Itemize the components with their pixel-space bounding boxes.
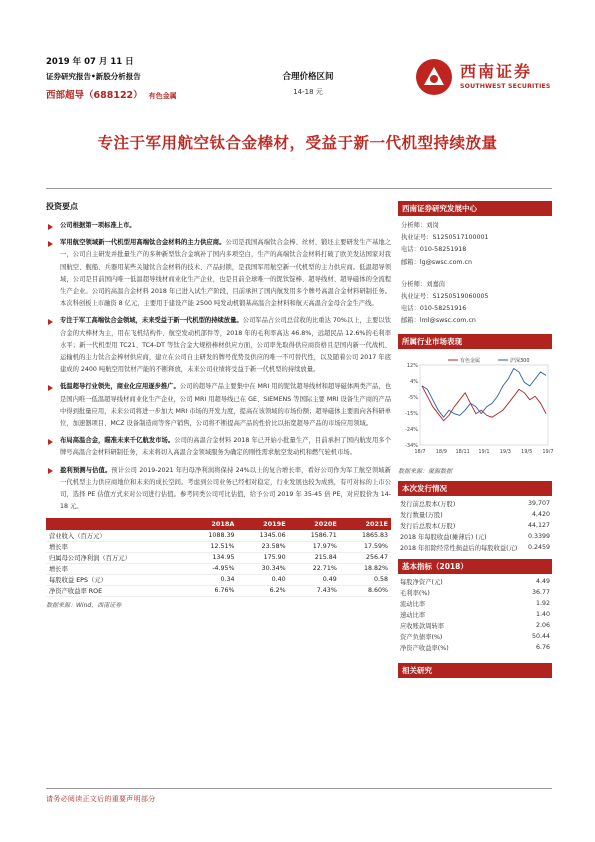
row-value: 50.44 xyxy=(531,632,550,640)
bullet-lead: 布局高温合金，瞄准未来千亿航发市场。 xyxy=(60,437,175,445)
y-tick-label: -5% xyxy=(408,394,418,401)
row-value: 6.76 xyxy=(535,643,550,651)
row-label: 营业收入（百万元） xyxy=(46,530,186,541)
row-value: 0.2459 xyxy=(527,543,550,551)
table-row xyxy=(46,574,391,585)
table-row xyxy=(398,498,552,509)
footer-divider xyxy=(46,788,552,789)
series-line xyxy=(422,386,546,421)
row-label: 2018 年扣除经常性损益后的每股收益(元) xyxy=(400,544,518,552)
company-name xyxy=(46,87,177,101)
analyst-line[interactable]: 邮箱：lml@swsc.com.cn xyxy=(401,317,476,325)
table-cell: -4.95% xyxy=(186,563,237,574)
bullet-lead: 军用航空领域新一代机型用高端钛合金材料的主力供应商。 xyxy=(60,239,226,247)
row-label: 毛利率(%) xyxy=(400,589,430,597)
bullet-text: 公司的超导产品主要集中在 MRI 用的铌钛超导线材和超导磁体两类产品，也是国内唯一低温超导线材商业化生产企业，公司 MRI 用超导线已在 GE、SIEMENS 等国际主要 MRI 设备生产商的产品中得到批量应用，未来公司将进一步加大 MRI 市场的开发力度，提高在该领域的市场份额；超导磁体主要面向各科研单位，加速器项目、MCZ 设备制造商等客户销售，公司将不断提高产品的性价比以拓宽超导产品的市场应用领域。 xyxy=(60,383,392,428)
table-cell: 175.90 xyxy=(237,552,288,563)
table-cell: 8.60% xyxy=(340,585,391,596)
table-row xyxy=(398,587,552,598)
table-cell: 134.95 xyxy=(186,552,237,563)
row-value: 0.3399 xyxy=(527,532,550,540)
indicators-heading: 基本指标（2018） xyxy=(398,559,552,574)
table-cell: 256.47 xyxy=(340,552,391,563)
section-heading: 投资要点 xyxy=(46,202,78,211)
row-value: 1.92 xyxy=(535,599,550,607)
chart-svg xyxy=(398,353,552,463)
forecast-table xyxy=(46,518,391,597)
y-tick-label: -34% xyxy=(405,442,418,449)
row-label: 发行后总股本(万股) xyxy=(400,522,456,530)
bullet-text: 公司军品占公司总营收的比重达 70%以上，主要以钛合金的大棒材为主，用在飞机结构件、航空发动机部件等，2018 年的毛利率高达 46.8%，远超民品 12.6%的毛利率水平；新一代机型用 TC21、TC4-DT 等钛合金大规格棒材供应方面，公司率先取得供应商资格且是国内新一代战机、运输机的主力钛合金棒材供应商，建立在公司自主研发的牌号优势及供应的唯一不可替代性，以及随着公司 2017 年底建成的 2400 吨航空用钛材产能的不断释放，未来公司业绩将受益于新一代机型的持续放量。 xyxy=(60,317,392,374)
bullet-text: 预计公司 2019-2021 年归母净利润将保持 24%以上的复合增长率，看好公司作为军工航空领域新一代机型主力供应商地位和未来的成长空间。考虑到公司业务已经相对稳定，行业发展也较为成熟，有可对标的上市公司，选择 PE 估值方式来对公司进行估值。参考同类公司可比估值，给予公司 2019 年 35-45 倍 PE，对应股价为 14-18 元。 xyxy=(60,466,391,511)
x-tick-label: 18/9 xyxy=(435,448,447,455)
analyst-line[interactable]: 邮箱：lg@swsc.com.cn xyxy=(401,258,473,266)
table-row xyxy=(398,642,552,653)
y-tick-label: 12% xyxy=(406,362,418,369)
indicators-table xyxy=(398,576,552,653)
table-cell: 1345.06 xyxy=(237,530,288,541)
table-row xyxy=(46,563,391,574)
analyst-line: 分析师：刘嘉茵 xyxy=(401,280,446,288)
table-row xyxy=(398,509,552,520)
main-column xyxy=(46,201,391,609)
chart-source: 数据来源：聚源数据 xyxy=(398,467,453,475)
row-label: 速动比率 xyxy=(400,611,426,619)
table-cell: 17.97% xyxy=(289,541,340,552)
bullet-item xyxy=(46,220,391,232)
row-value: 36.77 xyxy=(531,588,550,596)
logo-mark-icon xyxy=(414,57,454,97)
analyst-line: 电话：010-58251918 xyxy=(401,246,467,254)
team-heading: 西南证券研究发展中心 xyxy=(398,201,552,216)
table-cell: 7.43% xyxy=(289,585,340,596)
analyst-line: 执业证号：S1250517100001 xyxy=(401,234,489,242)
analyst-list xyxy=(398,220,552,328)
y-tick-label: -15% xyxy=(405,410,418,417)
brand-logo xyxy=(414,57,564,99)
analyst-line: 分析师：刘岗 xyxy=(401,222,439,229)
table-cell: 30.34% xyxy=(237,563,288,574)
table-cell: 6.76% xyxy=(186,585,237,596)
x-tick-label: 19/1 xyxy=(478,448,490,455)
report-date: 2019 年 07 月 11 日 xyxy=(46,57,134,67)
row-value: 44,127 xyxy=(527,521,550,529)
table-row xyxy=(46,530,391,541)
chart-heading: 所属行业市场表现 xyxy=(398,334,552,349)
y-tick-label: 4% xyxy=(410,378,418,385)
table-row xyxy=(46,585,391,596)
bullet-lead: 公司根据第一项标准上市。 xyxy=(60,222,136,229)
row-label: 资产负债率(%) xyxy=(400,633,443,641)
table-cell: 17.59% xyxy=(340,541,391,552)
column-header: 2021E xyxy=(340,518,391,530)
table-row xyxy=(46,552,391,563)
x-tick-label: 19/3 xyxy=(499,448,511,455)
bullet-item xyxy=(46,315,391,376)
table-cell: 0.34 xyxy=(186,574,237,585)
column-header: 2018A xyxy=(186,518,237,530)
legend-label: 有色金属 xyxy=(460,357,481,364)
table-cell: 0.58 xyxy=(340,574,391,585)
row-label: 归属母公司净利润（百万元） xyxy=(46,552,186,563)
series-line xyxy=(422,368,546,417)
sector-label: 有色金属 xyxy=(148,92,177,100)
table-row xyxy=(398,520,552,531)
table-cell: 18.82% xyxy=(340,563,391,574)
table-cell: 23.58% xyxy=(237,541,288,552)
table-row xyxy=(398,531,552,542)
basic-heading: 本次发行情况 xyxy=(398,481,552,496)
row-label: 流动比率 xyxy=(400,600,426,608)
logo-text-en: SOUTHWEST SECURITIES xyxy=(460,83,551,90)
x-tick-label: 18/11 xyxy=(455,448,470,455)
table-cell: 6.2% xyxy=(237,585,288,596)
table-cell: 1586.71 xyxy=(289,530,340,541)
bullet-lead: 专注于军工高端钛合金领域，未来受益于新一代机型的持续放量。 xyxy=(60,317,243,325)
y-tick-label: -24% xyxy=(405,426,418,433)
footer-disclaimer: 请务必阅读正文后的重要声明部分 xyxy=(46,795,156,803)
basic-table xyxy=(398,498,552,553)
bullet-text: 公司是我国高端钛合金棒、丝材、锻坯主要研发生产基地之一，公司自主研发并批量生产的多种新型钛合金填补了国内多项空白，生产的高端钛合金材料打破了欧美发达国家对我国航空、舰船、兵器用某些关键钛合金材料的技术、产品封锁，是我国军用航空新一代机型的主力供应商。低温超导领域，公司是目前国内唯一低温超导线材商业化生产企业，也是目前全球唯一的铌钛锭棒、超导线材、超导磁体的全流程生产企业。公司的高温合金材料 2018 年已进入试生产阶段，目前承担了国内航发用多个牌号高温合金材料研制任务。本次科创板上市融资 8 亿元，主要用于建设产能 2500 吨发动机锻基高温合金材料和航天高温合金母合金生产线。 xyxy=(60,239,392,308)
report-type: 证券研究报告•新股分析报告 xyxy=(46,72,141,81)
table-row xyxy=(46,541,391,552)
x-tick-label: 18/7 xyxy=(414,448,426,455)
row-label: 每股收益 EPS（元） xyxy=(46,574,186,585)
analyst-line: 电话：010-58251916 xyxy=(401,305,467,313)
table-cell: 12.51% xyxy=(186,541,237,552)
table-cell: 1865.83 xyxy=(340,530,391,541)
column-header: 2020E xyxy=(289,518,340,530)
row-label: 增长率 xyxy=(46,563,186,574)
column-header: 2019E xyxy=(237,518,288,530)
rating-label: 合理价格区间 xyxy=(282,72,334,82)
row-label: 净资产收益率 ROE xyxy=(46,585,186,596)
bullet-lead: 低温超导行业领先，商业化应用逐步推广。 xyxy=(60,383,180,391)
bullet-item xyxy=(46,465,391,514)
table-cell: 0.40 xyxy=(237,574,288,585)
table-cell: 0.49 xyxy=(289,574,340,585)
row-label: 增长率 xyxy=(46,541,186,552)
sidebar xyxy=(398,201,552,678)
bullet-item xyxy=(46,381,391,430)
performance-chart xyxy=(398,353,552,463)
row-label: 发行前总股本(万股) xyxy=(400,500,456,508)
table-cell: 215.84 xyxy=(289,552,340,563)
row-value: 4,420 xyxy=(531,510,550,518)
row-value: 39,707 xyxy=(527,499,550,507)
row-value: 1.40 xyxy=(535,610,550,618)
report-title: 专注于军用航空钛合金棒材，受益于新一代机型持续放量 xyxy=(97,134,498,152)
table-row xyxy=(398,620,552,631)
row-value: 2.06 xyxy=(535,621,550,629)
table-header-row xyxy=(46,518,391,530)
row-label: 每股净资产(元) xyxy=(400,578,443,586)
analyst-line: 执业证号：S1250519060005 xyxy=(401,293,489,301)
bullet-item xyxy=(46,435,391,459)
logo-text-cn: 西南证券 xyxy=(460,62,533,81)
divider xyxy=(46,188,552,189)
x-tick-label: 19/7 xyxy=(542,448,554,455)
bullet-list xyxy=(46,220,391,513)
row-label: 2018 年每股收益(摊薄后) (元) xyxy=(400,533,487,541)
table-row xyxy=(398,542,552,553)
company-ticker: 西部超导（688122） xyxy=(46,90,143,101)
bullet-text: 公司的高温合金材料 2018 年已开始小批量生产，目前承担了国内航发用多个牌号高温合金材料研制任务，未来将切入高温合金领域服务为确定的刚性需求航空发动机和燃气轮机市场。 xyxy=(60,437,392,457)
x-tick-label: 19/5 xyxy=(521,448,533,455)
table-cell: 22.71% xyxy=(289,563,340,574)
bullet-lead: 盈利预测与估值。 xyxy=(60,466,112,474)
related-heading: 相关研究 xyxy=(398,663,552,678)
column-header xyxy=(46,518,186,530)
plot-frame xyxy=(420,365,548,445)
row-label: 净资产收益率(%) xyxy=(400,644,449,652)
row-label: 发行数量(万股) xyxy=(400,511,443,519)
row-label: 应收账款周转率 xyxy=(400,622,445,630)
bullet-item xyxy=(46,237,391,310)
table-row xyxy=(398,598,552,609)
table-row xyxy=(398,609,552,620)
table-cell: 1088.39 xyxy=(186,530,237,541)
legend-label: 沪深300 xyxy=(510,357,530,364)
table-row xyxy=(398,576,552,587)
table-source: 数据来源：Wind，西南证券 xyxy=(46,601,122,609)
price-range: 14-18 元 xyxy=(293,88,323,96)
table-row xyxy=(398,631,552,642)
row-value: 4.49 xyxy=(535,577,550,585)
